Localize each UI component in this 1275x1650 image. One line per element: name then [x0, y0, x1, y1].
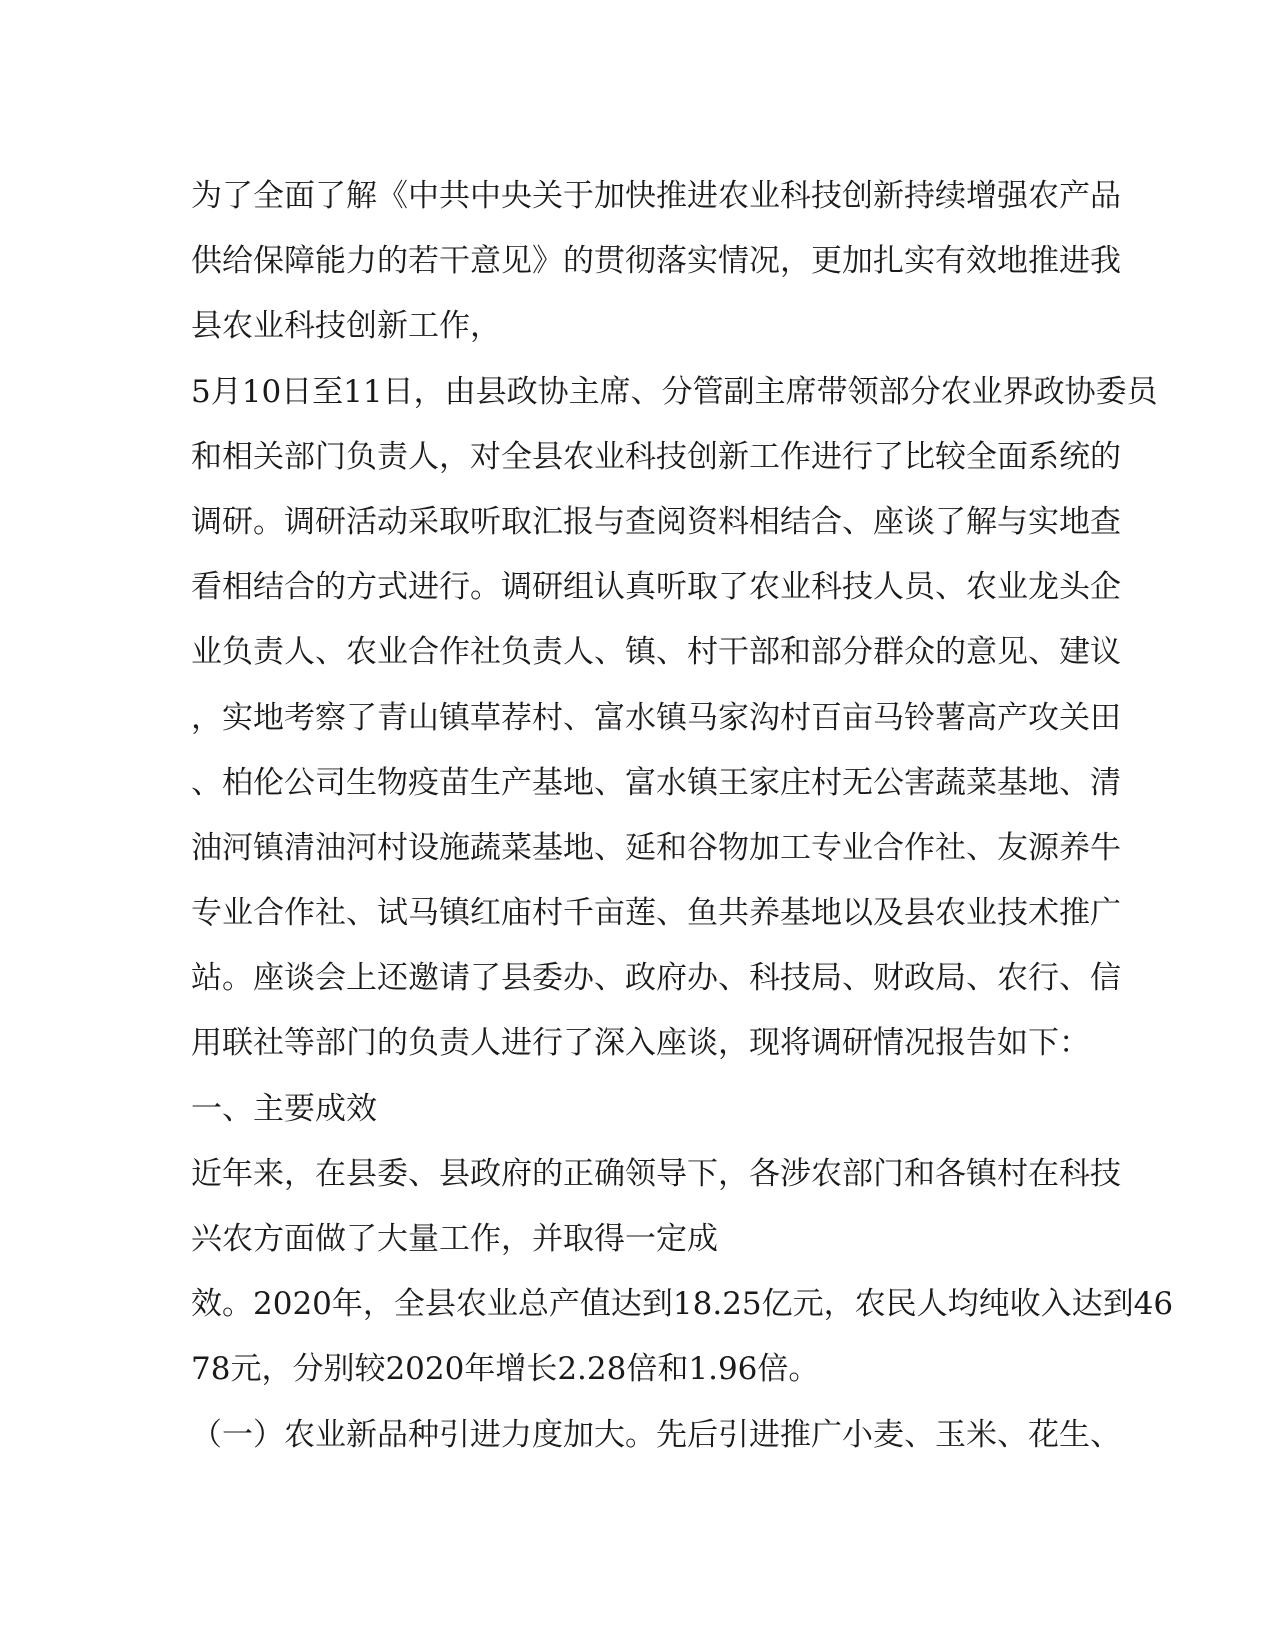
document-body [191, 164, 1174, 1468]
subsection-heading: （一）农业新品种引进力度加大。先后引进推广小麦、玉米、花生、 [191, 1416, 1121, 1453]
text-line: 近年来，在县委、县政府的正确领导下，各涉农部门和各镇村在科技 [191, 1155, 1121, 1192]
text-line: 、柏伦公司生物疫苗生产基地、富水镇王家庄村无公害蔬菜基地、清 [191, 764, 1121, 801]
text-line: 调研。调研活动采取听取汇报与查阅资料相结合、座谈了解与实地查 [191, 503, 1121, 540]
text-line: 兴农方面做了大量工作，并取得一定成 [191, 1221, 718, 1257]
text-line: 和相关部门负责人，对全县农业科技创新工作进行了比较全面系统的 [191, 438, 1121, 475]
text-line: 业负责人、农业合作社负责人、镇、村干部和部分群众的意见、建议 [191, 634, 1121, 671]
section-heading: 一、主要成效 [191, 1090, 377, 1127]
text-line: 为了全面了解《中共中央关于加快推进农业科技创新持续增强农产品 [191, 178, 1121, 214]
text-line: 5月10日至11日，由县政协主席、分管副主席带领部分农业界政协委员 [191, 373, 1158, 410]
text-line: 效。2020年，全县农业总产值达到18.25亿元，农民人均纯收入达到46 [191, 1286, 1174, 1323]
text-line: 县农业科技创新工作， [191, 308, 501, 345]
text-line: 专业合作社、试马镇红庙村千亩莲、鱼共养基地以及县农业技术推广 [191, 895, 1121, 932]
text-line: ，实地考察了青山镇草荐村、富水镇马家沟村百亩马铃薯高产攻关田 [191, 699, 1121, 736]
text-line: 78元，分别较2020年增长2.28倍和1.96倍。 [191, 1351, 820, 1388]
text-line: 站。座谈会上还邀请了县委办、政府办、科技局、财政局、农行、信 [191, 960, 1121, 997]
text-line: 供给保障能力的若干意见》的贯彻落实情况，更加扎实有效地推进我 [191, 243, 1121, 280]
text-line: 用联社等部门的负责人进行了深入座谈，现将调研情况报告如下： [191, 1025, 1090, 1062]
text-line: 看相结合的方式进行。调研组认真听取了农业科技人员、农业龙头企 [191, 569, 1121, 606]
text-line: 油河镇清油河村设施蔬菜基地、延和谷物加工专业合作社、友源养牛 [191, 829, 1121, 866]
